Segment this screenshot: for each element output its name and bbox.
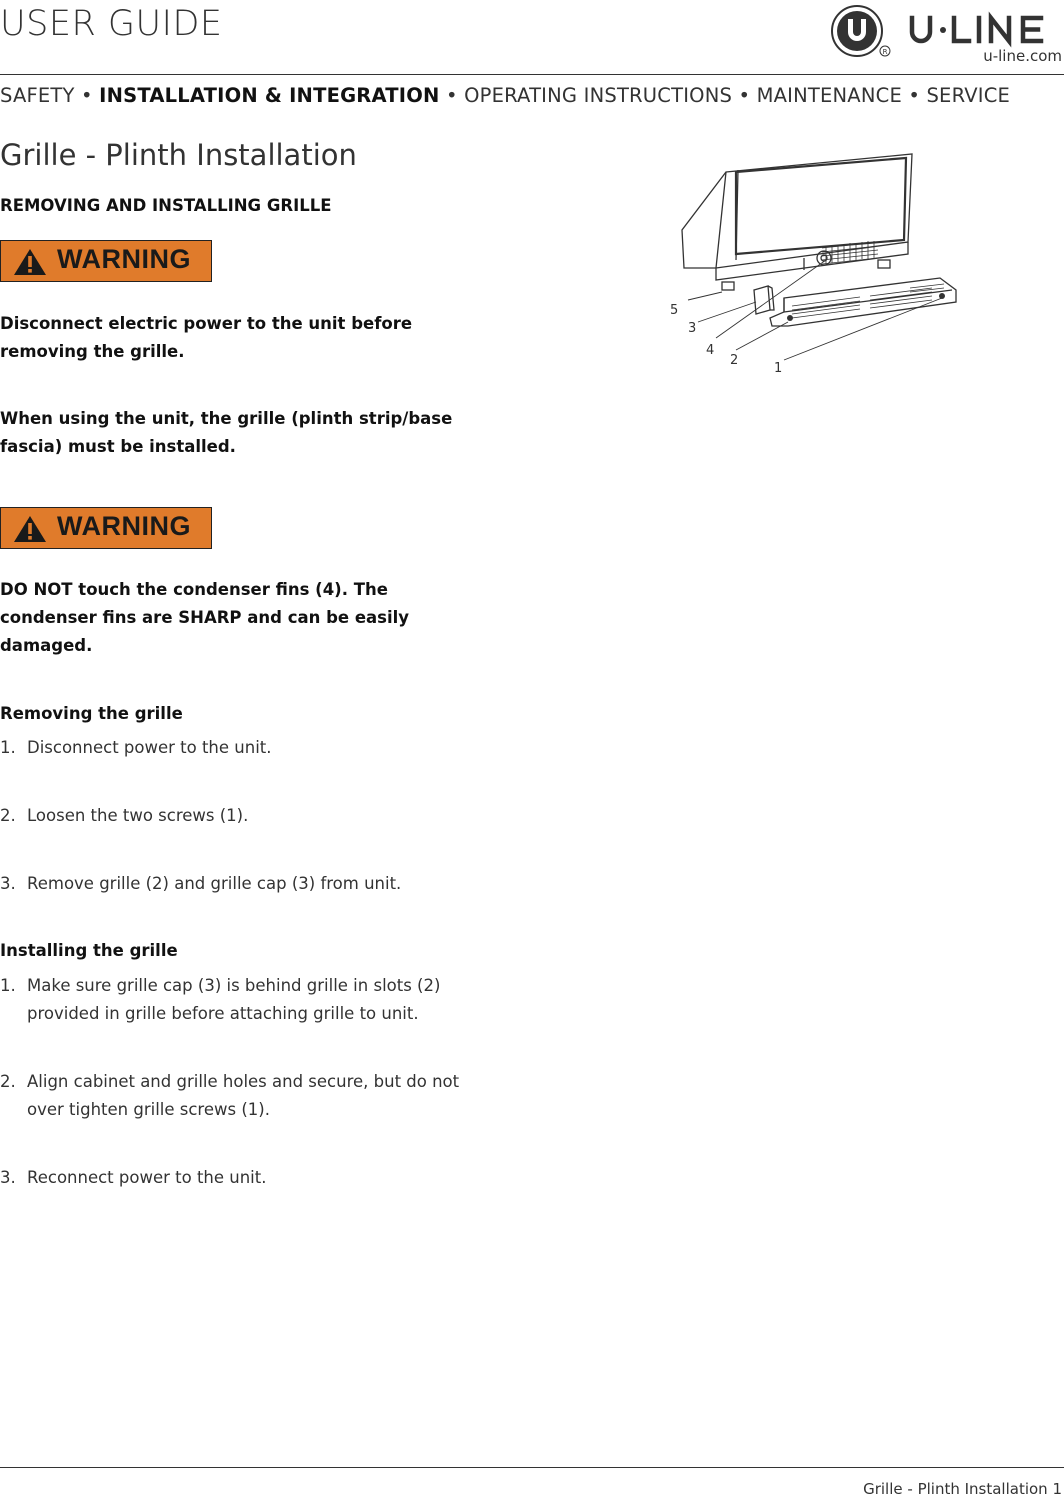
- callout-3: 3: [688, 321, 697, 336]
- nav-item-maintenance[interactable]: MAINTENANCE: [756, 84, 902, 107]
- installing-step: [0, 1068, 480, 1124]
- header-divider: [0, 74, 1064, 75]
- page-footer: Grille - Plinth Installation 1: [863, 1480, 1062, 1498]
- nav-separator: •: [732, 84, 757, 107]
- warning-triangle-icon: [13, 248, 47, 276]
- step-text: Disconnect power to the unit.: [27, 738, 272, 757]
- warning-triangle-icon: [13, 515, 47, 543]
- svg-text:R: R: [882, 48, 888, 56]
- step-number: 3.: [0, 1168, 16, 1187]
- warning-text: When using the unit, the grille (plinth strip/base fascia) must be installed.: [0, 409, 453, 456]
- section-nav: [0, 84, 1064, 107]
- removing-step: [0, 734, 500, 762]
- document-title: USER GUIDE: [0, 4, 223, 44]
- step-text: Loosen the two screws (1).: [27, 806, 249, 825]
- warning-text: DO NOT touch the condenser fins (4). The condenser fins are SHARP and can be easily damaged.: [0, 580, 410, 655]
- grille-illustration: [664, 150, 964, 375]
- website-url: u-line.com: [983, 47, 1062, 65]
- nav-item-service[interactable]: SERVICE: [926, 84, 1011, 107]
- grille-diagram: [664, 150, 964, 375]
- warning-label: WARNING: [57, 244, 191, 274]
- footer-divider: [0, 1467, 1064, 1468]
- nav-separator: •: [74, 84, 100, 107]
- nav-separator: •: [439, 84, 465, 107]
- step-number: 2.: [0, 806, 16, 825]
- step-text: Make sure grille cap (3) is behind grille in slots (2) provided in grille before attaching grille to unit.: [27, 976, 441, 1023]
- step-number: 2.: [0, 1072, 16, 1091]
- step-number: 3.: [0, 874, 16, 893]
- nav-item-installation-integration[interactable]: INSTALLATION & INTEGRATION: [99, 84, 440, 107]
- callout-2: 2: [730, 353, 739, 368]
- callout-4: 4: [706, 343, 715, 358]
- section-title: Grille - Plinth Installation: [0, 138, 357, 172]
- installing-step: [0, 1164, 500, 1192]
- removing-heading: Removing the grille: [0, 704, 183, 723]
- nav-item-safety[interactable]: SAFETY: [0, 84, 75, 107]
- step-text: Reconnect power to the unit.: [27, 1168, 267, 1187]
- removing-step: [0, 870, 500, 898]
- step-number: 1.: [0, 738, 16, 757]
- warning-banner: [0, 240, 212, 282]
- warning-label: WARNING: [57, 511, 191, 541]
- step-text: Remove grille (2) and grille cap (3) from unit.: [27, 874, 402, 893]
- nav-separator: •: [901, 84, 927, 107]
- section-subtitle: REMOVING AND INSTALLING GRILLE: [0, 196, 332, 215]
- installing-step: [0, 972, 470, 1028]
- removing-step: [0, 802, 500, 830]
- warning-text: Disconnect electric power to the unit before removing the grille.: [0, 314, 413, 361]
- callout-1: 1: [774, 361, 783, 375]
- step-text: Align cabinet and grille holes and secure, but do not over tighten grille screws (1).: [27, 1072, 460, 1119]
- callout-5: 5: [670, 303, 679, 318]
- nav-item-operating-instructions[interactable]: OPERATING INSTRUCTIONS: [464, 84, 733, 107]
- installing-heading: Installing the grille: [0, 941, 178, 960]
- step-number: 1.: [0, 976, 16, 995]
- warning-banner: [0, 507, 212, 549]
